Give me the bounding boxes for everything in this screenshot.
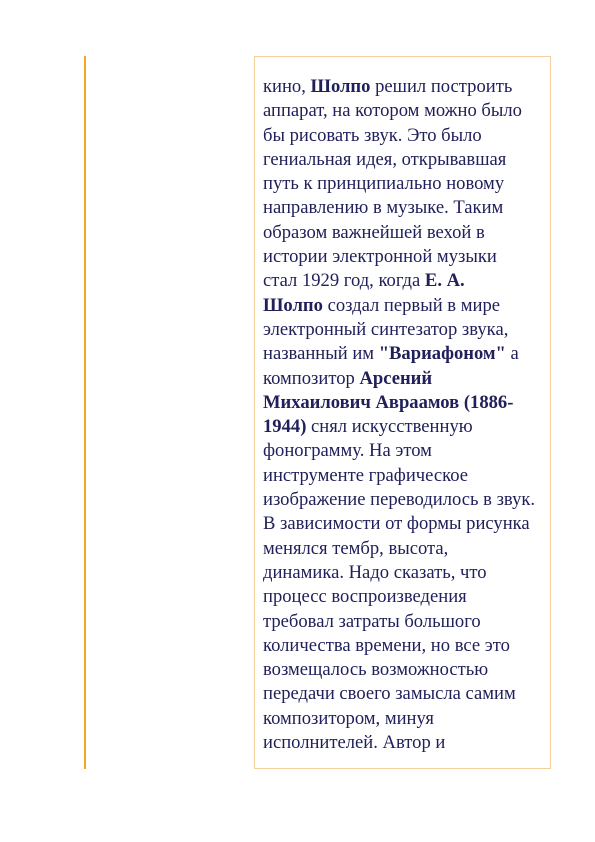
text-run: электронный синтезатор звука,	[263, 318, 509, 340]
text-run: менялся тембр, высота,	[263, 537, 449, 559]
text-frame	[254, 56, 551, 769]
text-run: образом важнейшей вехой в	[263, 221, 485, 243]
text-run: аппарат, на котором можно было	[263, 100, 522, 122]
text-run: изображение переводилось в звук.	[263, 489, 536, 511]
bold-text-run: Шолпо	[310, 76, 371, 97]
bold-text-run: "Вариафоном"	[378, 343, 506, 365]
text-run: В зависимости от формы рисунка	[263, 513, 530, 535]
left-margin-rule	[84, 56, 86, 769]
bold-text-run: 1944)	[263, 416, 307, 438]
text-run: истории электронной музыки	[263, 246, 497, 268]
text-run: композитором, минуя	[263, 707, 434, 729]
text-run: количества времени, но все это	[263, 634, 510, 656]
text-run: направлению в музыке. Таким	[263, 197, 504, 219]
text-run: названный им	[263, 343, 379, 365]
bold-text-run: Арсений	[359, 367, 433, 389]
text-run: гениальная идея, открывавшая	[263, 148, 507, 170]
text-run: создал первый в мире	[322, 294, 500, 316]
bold-text-run: Е. А.	[424, 270, 465, 292]
text-run: композитор	[263, 367, 360, 389]
bold-text-run: Шолпо	[263, 294, 323, 316]
text-run: фонограмму. На этом	[263, 440, 432, 462]
text-run: динамика. Надо сказать, что	[263, 561, 487, 583]
text-run: возмещалось возможностью	[263, 659, 489, 681]
text-run: стал 1929 год, когда	[263, 270, 425, 292]
text-run: снял искусственную	[306, 416, 473, 438]
text-run: бы рисовать звук. Это было	[263, 124, 482, 146]
text-run: а	[505, 343, 519, 365]
body-paragraph	[263, 75, 553, 755]
text-run: решил построить	[370, 76, 513, 97]
text-run: передачи своего замысла самим	[263, 683, 516, 705]
text-run: требовал затраты большого	[263, 610, 481, 632]
text-run: инструменте графическое	[263, 464, 468, 486]
text-run: процесс воспроизведения	[263, 586, 467, 608]
text-run: исполнителей. Автор и	[263, 732, 446, 754]
bold-text-run: Михаилович Авраамов (1886-	[263, 391, 514, 413]
text-run: кино,	[263, 76, 311, 97]
text-run: путь к принципиально новому	[263, 173, 505, 195]
